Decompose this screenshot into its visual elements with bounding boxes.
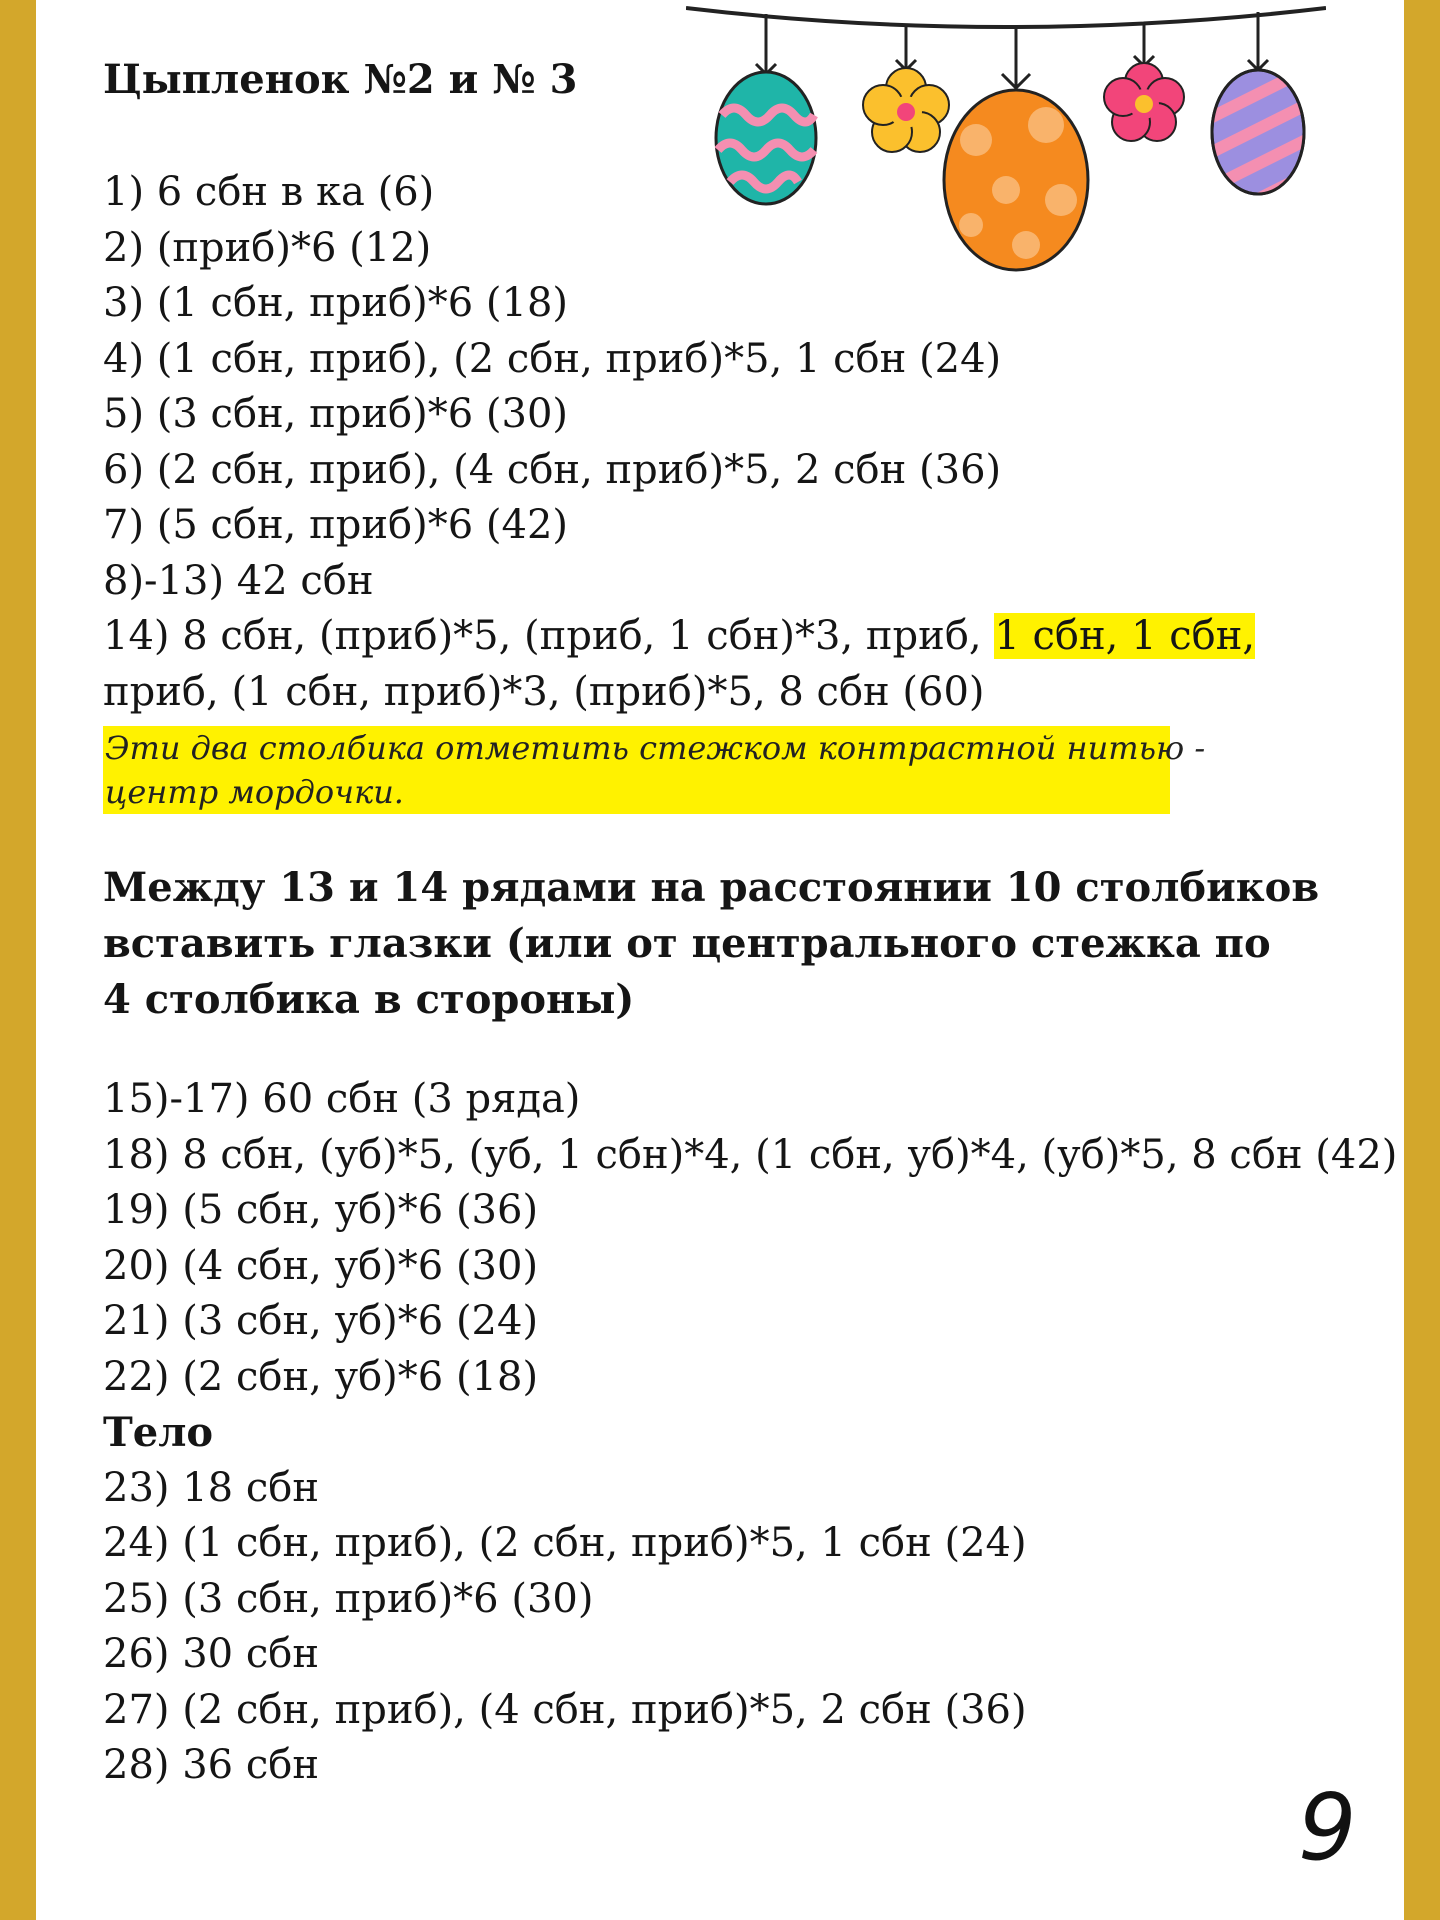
eyes-line-3: 4 столбика в стороны) [103,976,635,1023]
page-number: 9 [1298,1774,1357,1881]
pink-flower-icon [1104,63,1184,141]
document-page [36,0,1404,1920]
pattern-row: 3) (1 сбн, приб)*6 (18) [103,280,568,326]
row14-highlight: 1 сбн, 1 сбн, [994,613,1256,659]
pattern-row: 23) 18 сбн [103,1464,319,1511]
eyes-instruction [103,860,1319,1028]
eyes-line-2: вставить глазки (или от центрального стежка по [103,920,1271,967]
pattern-row: 19) (5 сбн, уб)*6 (36) [103,1187,539,1233]
pattern-row: 26) 30 сбн [103,1631,319,1677]
pattern-row: 25) (3 сбн, приб)*6 (30) [103,1575,594,1622]
highlighted-note [103,726,1206,814]
pattern-row: 6) (2 сбн, приб), (4 сбн, приб)*5, 2 сбн (36) [103,446,1002,493]
pattern-row: 5) (3 сбн, приб)*6 (30) [103,391,568,437]
pattern-row: 1) 6 сбн в ка (6) [103,169,435,215]
eyes-line-1: Между 13 и 14 рядами на расстоянии 10 столбиков [103,864,1320,911]
pattern-row: 27) (2 сбн, приб), (4 сбн, приб)*5, 2 сбн (36) [103,1686,1027,1733]
pattern-title: Цыпленок №2 и № 3 [103,56,578,103]
row14-text: 14) 8 сбн, (приб)*5, (приб, 1 сбн)*3, приб, [103,613,995,659]
pattern-row: 15)-17) 60 сбн (3 ряда) [103,1076,581,1122]
pattern-row: 22) (2 сбн, уб)*6 (18) [103,1353,539,1400]
pattern-row: 28) 36 сбн [103,1742,319,1788]
note-line-1: Эти два столбика отметить стежком контрастной нитью - [105,729,1206,767]
garland-string [686,8,1326,27]
pattern-row: 24) (1 сбн, приб), (2 сбн, приб)*5, 1 сбн (24) [103,1520,1027,1566]
rows-list-a [103,165,1255,720]
pattern-row-14-cont: приб, (1 сбн, приб)*3, (приб)*5, 8 сбн (60) [103,668,985,715]
pattern-row-14 [103,609,1255,665]
pattern-row: 21) (3 сбн, уб)*6 (24) [103,1298,539,1344]
yellow-flower-icon [863,68,949,152]
body-section-heading: Тело [103,1409,214,1456]
rows-list-b [103,1072,1397,1794]
pattern-row: 20) (4 сбн, уб)*6 (30) [103,1242,539,1289]
note-line-2: центр мордочки. [105,773,404,811]
pattern-row: 4) (1 сбн, приб), (2 сбн, приб)*5, 1 сбн (24) [103,335,1002,382]
pattern-row: 18) 8 сбн, (уб)*5, (уб, 1 сбн)*4, (1 сбн, уб)*4, (уб)*5, 8 сбн (42) [103,1131,1398,1178]
pattern-row: 2) (приб)*6 (12) [103,224,432,271]
pattern-row: 8)-13) 42 сбн [103,557,374,604]
pattern-row: 7) (5 сбн, приб)*6 (42) [103,502,568,548]
